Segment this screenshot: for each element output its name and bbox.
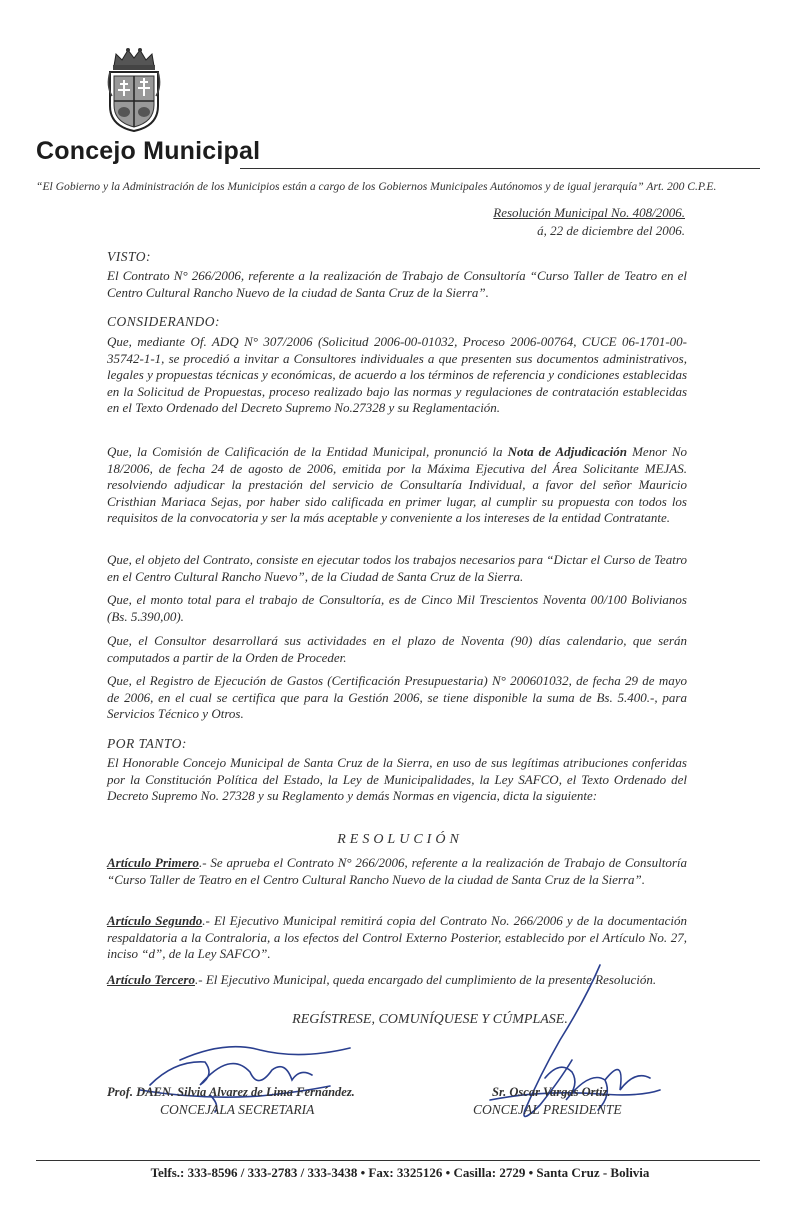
considerando-paragraph-4: Que, el monto total para el trabajo de Consultoría, es de Cinco Mil Trescientos Noventa 00/100 Bolivianos (Bs. 5.390,00). [107, 592, 687, 624]
considerando-paragraph-1: Que, mediante Of. ADQ N° 307/2006 (Solicitud 2006-00-01032, Proceso 2006-00764, CUCE 06-1701-00-35742-1-1, se procedió a invitar a Consultores individuales a que presenten sus documentos administrativos, legales y propuestas técnicas y económicas, de acuerdo a los términos de referencia y condiciones establecidas en la Solicitud de Propuestas, proceso realizado bajo las normas y regulaciones de contratación establecidas en el Texto Ordenado del Decreto Supremo No.27328 y su Reglamentación. [107, 334, 687, 416]
right-signatory-name: Sr. Oscar Vargas Ortiz. [492, 1085, 611, 1099]
article-1 [107, 855, 687, 888]
visto-text: El Contrato N° 266/2006, referente a la realización de Trabajo de Consultoría “Curso Taller de Teatro en el Centro Cultural Rancho Nuevo de la ciudad de Santa Cruz de la Sierra”. [107, 268, 687, 300]
article-2-text: .- El Ejecutivo Municipal remitirá copia del Contrato No. 266/2006 y de la documentación respaldatoria a la Contraloria, a los efectos del Control Externo Posterior, establecido por el Artículo No. 27, inciso “d”, de la Ley SAFCO”. [107, 913, 687, 962]
considerando-heading: CONSIDERANDO: [107, 314, 220, 329]
visto-heading: VISTO: [107, 249, 152, 264]
paragraph-2-rest: Menor No 18/2006, de fecha 24 de agosto de 2006, emitida por la Máxima Ejecutiva del Área Solicitante MEJAS. resolviendo adjudicar la prestación del servicio de Consultaría Individual, a favor del señor Mauricio Cristhian Mariaca Sejas, por haber sido calificada en primer lugar, al cumplir su propuesta con todos los requisitos de la convocatoria y ser la más aceptable y conveniente a los intereses de la entidad Contratante. [107, 444, 687, 526]
paragraph-2-start: Que, la Comisión de Calificación de la Entidad Municipal, pronunció la [107, 444, 508, 459]
organization-name: Concejo Municipal [36, 137, 261, 165]
resolution-date: á, 22 de diciembre del 2006. [537, 223, 685, 238]
article-1-label: Artículo Primero [107, 855, 199, 870]
left-signatory-name: Prof. DAEN. Silvia Alvarez de Lima Fernández. [107, 1085, 355, 1099]
left-signatory-title: CONCEJALA SECRETARIA [160, 1102, 315, 1117]
considerando-paragraph-6: Que, el Registro de Ejecución de Gastos (Certificación Presupuestaria) N° 200601032, de fecha 29 de mayo de 2006, en el cual se certifica que para la Gestión 2006, se tiene disponible la suma de Bs. 5.400.-, para Servicios Técnico y Otros. [107, 673, 687, 722]
motto: “El Gobierno y la Administración de los Municipios están a cargo de los Gobiernos Municipales Autónomos y de igual jerarquía” Art. 200 C.P.E. [36, 180, 717, 193]
considerando-paragraph-5: Que, el Consultor desarrollará sus actividades en el plazo de Noventa (90) días calendario, que serán computados a partir de la Orden de Proceder. [107, 633, 687, 665]
por-tanto-text: El Honorable Concejo Municipal de Santa Cruz de la Sierra, en uso de sus legítimas atribuciones conferidas por la Constitución Política del Estado, la Ley de Municipalidades, la Ley SAFCO, el Texto Ordenado del Decreto Supremo No. 27328 y su Reglamento y demás Normas en vigencia, dicta la siguiente: [107, 755, 687, 804]
considerando-paragraph-3: Que, el objeto del Contrato, consiste en ejecutar todos los trabajos necesarios para “Dictar el Curso de Teatro en el Centro Cultural Rancho Nuevo”, de la Ciudad de Santa Cruz de la Sierra. [107, 552, 687, 584]
adjudication-note-label: Nota de Adjudicación [507, 444, 628, 459]
closing-formula: REGÍSTRESE, COMUNÍQUESE Y CÚMPLASE. [292, 1012, 568, 1027]
resolution-number: Resolución Municipal No. 408/2006. [493, 205, 685, 220]
header-rule [240, 168, 760, 169]
article-3-text: .- El Ejecutivo Municipal, queda encargado del cumplimiento de la presente Resolución. [195, 972, 657, 987]
footer-rule [36, 1160, 760, 1161]
contact-footer: Telfs.: 333-8596 / 333-2783 / 333-3438 • Fax: 3325126 • Casilla: 2729 • Santa Cruz - Bolivia [150, 1165, 650, 1180]
article-2-label: Artículo Segundo [107, 913, 203, 928]
right-signatory-title: CONCEJAL PRESIDENTE [473, 1102, 622, 1117]
article-3-label: Artículo Tercero [107, 972, 195, 987]
coat-of-arms-icon [104, 46, 164, 132]
por-tanto-heading: POR TANTO: [107, 736, 187, 751]
article-1-text: .- Se aprueba el Contrato N° 266/2006, referente a la realización de Trabajo de Consultoría “Curso Taller de Teatro en el Centro Cultural Rancho Nuevo de la ciudad de Santa Cruz de la Sierra”. [107, 855, 687, 887]
considerando-paragraph-2 [107, 444, 687, 527]
resolution-title: RESOLUCIÓN [337, 832, 463, 847]
article-3 [107, 972, 687, 989]
article-2 [107, 913, 687, 963]
